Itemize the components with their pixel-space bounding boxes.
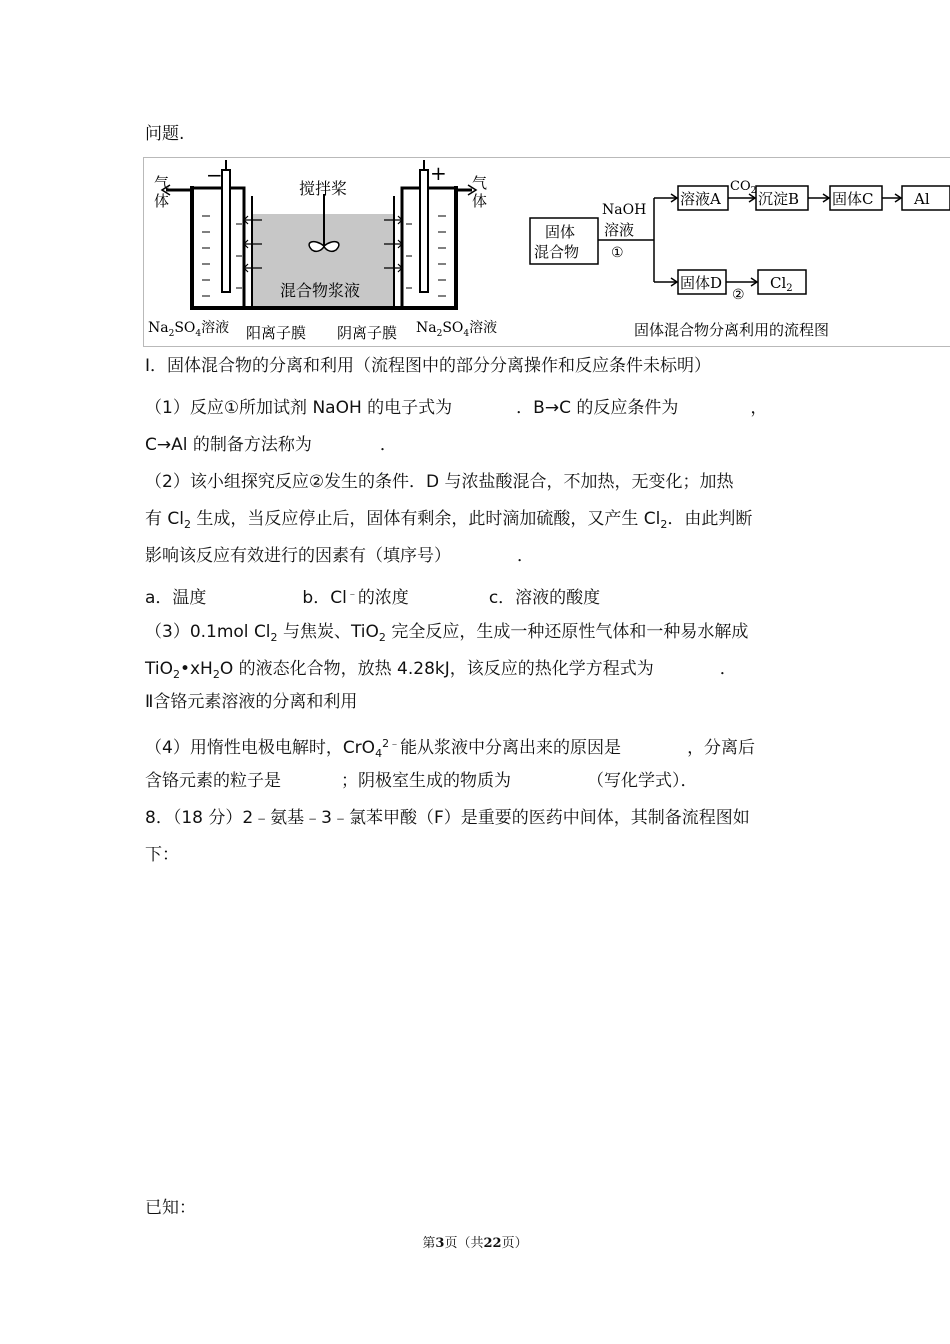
- section-2-heading: Ⅱ含铬元素溶液的分离和利用: [145, 692, 358, 712]
- flow-box-b-label: 沉淀B: [758, 190, 800, 208]
- left-electrode: [222, 170, 230, 292]
- flow-start-line1: 固体: [545, 223, 576, 241]
- gas-left-1: 气: [154, 174, 170, 192]
- gas-right-1: 气: [472, 174, 488, 192]
- question-3-line-2: $TiO_2•xH_2O$ 的液态化合物，放热 4.28kJ，该反应的热化学方程式为 ．: [145, 659, 737, 681]
- flow-box-al-label: Al: [914, 190, 930, 208]
- flow-step1: ①: [611, 245, 624, 261]
- stirrer-label: 搅拌桨: [299, 179, 348, 198]
- top-line: 问题.: [145, 124, 185, 144]
- question-2-line-2: 有 $Cl_2$ 生成，当反应停止后，固体有剩余，此时滴加硫酸，又产生 $Cl_2$．由此判断: [145, 509, 753, 531]
- plus-sign: +: [430, 161, 447, 185]
- flow-start-line2: 混合物: [534, 243, 580, 261]
- flow-box-d-label: 固体D: [680, 274, 723, 292]
- flow-chart: [530, 179, 950, 339]
- slurry-label: 混合物浆液: [280, 281, 361, 300]
- anode-membrane-label: 阳离子膜: [246, 324, 307, 342]
- flow-co2: $CO_2$: [730, 179, 757, 196]
- section-1-heading: Ⅰ．固体混合物的分离和利用（流程图中的部分分离操作和反应条件未标明）: [145, 356, 712, 376]
- flow-box-cl2-label: $Cl_2$: [770, 274, 793, 294]
- question-4-line-1: （4）用惰性电极电解时，CrO$_4^{2﹣}$能从浆液中分离出来的原因是 ，分离后: [145, 737, 756, 760]
- question-2-options: [145, 584, 600, 608]
- flow-step2: ②: [732, 287, 745, 303]
- question-3-line-1: （3）0.1mol $Cl_2$ 与焦炭、TiO$_2$ 完全反应，生成一种还原性气体和一种易水解成: [145, 622, 749, 644]
- option-c: c．溶液的酸度: [488, 588, 601, 608]
- flow-caption: 固体混合物分离利用的流程图: [634, 321, 830, 339]
- question-8-line-2: 下：: [145, 845, 179, 865]
- question-2-line-1: （2）该小组探究反应②发生的条件．D 与浓盐酸混合，不加热，无变化；加热: [145, 472, 734, 492]
- option-b: b．Cl﹣的浓度: [302, 587, 409, 608]
- question-1-line-1: （1）反应①所加试剂 NaOH 的电子式为 ．B→C 的反应条件为 ，: [145, 398, 768, 418]
- flow-box-a-label: 溶液A: [680, 190, 721, 208]
- flow-reagent-1: NaOH: [602, 202, 647, 218]
- question-2-line-3: 影响该反应有效进行的因素有（填序号） ．: [145, 546, 534, 566]
- question-4-line-2: 含铬元素的粒子是 ；阴极室生成的物质为 （写化学式）．: [145, 771, 698, 791]
- left-chamber-lid: [192, 188, 244, 308]
- question-1-line-2: C→Al 的制备方法称为 ．: [145, 435, 397, 455]
- electrolytic-cell: [148, 160, 497, 342]
- question-8-line-1: 8．（18 分）2﹣氨基﹣3﹣氯苯甲酸（F）是重要的医药中间体，其制备流程图如: [145, 808, 750, 828]
- gas-right-2: 体: [472, 192, 488, 210]
- figure-svg: [144, 158, 950, 346]
- known-label: 已知：: [145, 1198, 196, 1218]
- left-solution-label: $Na_2SO_4$溶液: [148, 320, 230, 339]
- option-a: a．温度: [145, 588, 207, 608]
- right-solution-label: $Na_2SO_4$溶液: [416, 320, 498, 339]
- minus-sign: −: [206, 163, 223, 187]
- flow-box-c-label: 固体C: [832, 190, 874, 208]
- page-number: 3: [435, 1236, 445, 1251]
- cathode-membrane-label: 阴离子膜: [337, 324, 398, 342]
- flow-reagent-2: 溶液: [604, 221, 635, 239]
- gas-left-2: 体: [154, 192, 170, 210]
- page-total: 22: [483, 1236, 502, 1251]
- page-footer: 第3页（共22页）: [422, 1236, 528, 1251]
- right-electrode: [420, 170, 428, 292]
- experiment-figure: [143, 157, 950, 347]
